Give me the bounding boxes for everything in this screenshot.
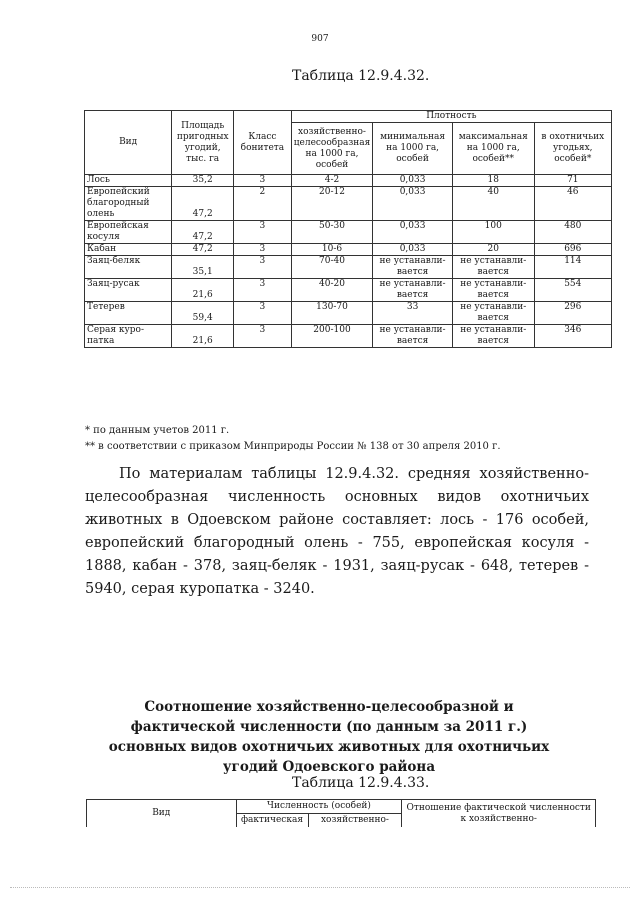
cell-max: 100 [452,221,534,244]
cell-vid: Кабан [85,244,172,256]
cell-area: 21,6 [172,279,234,302]
table-row [85,244,612,256]
cell-class: 3 [234,256,292,279]
cell-max: не устанавли-вается [452,279,534,302]
header-area: Площадь пригодных угодий, тыс. га [172,111,234,175]
section-title: Соотношение хозяйственно-целесообразной и фактической численности (по данным за 2011 г.) основных видов охотничьих животных для охотничьих угодий Одоевского района [108,699,550,775]
table1-caption: Таблица 12.9.4.32. [292,68,430,84]
cell-hunt: 696 [534,244,611,256]
header-class: Класс бонитета [234,111,292,175]
cell-min: 0,033 [373,221,453,244]
cell-class: 3 [234,175,292,187]
footnote-2: ** в соответствии с приказом Минприроды России № 138 от 30 апреля 2010 г. [85,441,501,452]
cell-hunt: 71 [534,175,611,187]
cell-econ: 10-6 [291,244,373,256]
cell-econ: 20-12 [291,187,373,221]
header-econ: хозяйственно-целесообразная на 1000 га, особей [291,123,373,175]
table-row [85,221,612,244]
table-row [85,175,612,187]
density-table [84,110,612,348]
cell-hunt: 296 [534,302,611,325]
cell-vid: Серая куро-патка [85,325,172,348]
cell-vid: Европейский благородный олень [85,187,172,221]
header-hunt: в охотничьих угодьях, особей* [534,123,611,175]
cell-class: 3 [234,279,292,302]
cell-hunt: 346 [534,325,611,348]
table-row [85,325,612,348]
page-number: 907 [311,34,329,44]
table-row [85,256,612,279]
header-vid: Вид [85,111,172,175]
cell-vid: Заяц-беляк [85,256,172,279]
cell-vid: Заяц-русак [85,279,172,302]
cell-hunt: 554 [534,279,611,302]
cell-class: 3 [234,244,292,256]
cell-area: 59,4 [172,302,234,325]
cell-class: 3 [234,325,292,348]
cell-class: 3 [234,221,292,244]
table-row [85,302,612,325]
cell-econ: 130-70 [291,302,373,325]
cell-max: 18 [452,175,534,187]
header-max: максимальная на 1000 га, особей** [452,123,534,175]
header-density: Плотность [291,111,611,123]
cell-min: 0,033 [373,244,453,256]
cell-area: 35,2 [172,175,234,187]
cell-min: не устанавли-вается [373,325,453,348]
cell-vid: Лось [85,175,172,187]
table-row [85,279,612,302]
cell-area: 35,1 [172,256,234,279]
t2-header-ratio: Отношение фактической численности к хозяйственно- [402,800,596,828]
cell-min: 0,033 [373,175,453,187]
table2-caption: Таблица 12.9.4.33. [292,775,430,791]
body-paragraph: По материалам таблицы 12.9.4.32. средняя хозяйственно-целесообразная численность основных видов охотничьих животных в Одоевском районе составляет: лось - 176 особей, европейский благородный олень - 755, европейская косуля - 1888, кабан - 378, заяц-беляк - 1931, заяц-русак - 648, тетерев - 5940, серая куропатка - 3240. [85,466,589,597]
cell-area: 21,6 [172,325,234,348]
footnotes [85,423,501,455]
cell-area: 47,2 [172,187,234,221]
cell-vid: Европейская косуля [85,221,172,244]
cell-econ: 50-30 [291,221,373,244]
cell-hunt: 114 [534,256,611,279]
cell-min: 33 [373,302,453,325]
cell-hunt: 480 [534,221,611,244]
footnote-1: * по данным учетов 2011 г. [85,425,230,436]
cell-area: 47,2 [172,221,234,244]
cell-min: 0,033 [373,187,453,221]
cell-class: 3 [234,302,292,325]
cell-min: не устанавли-вается [373,256,453,279]
cell-class: 2 [234,187,292,221]
cell-max: не устанавли-вается [452,325,534,348]
cell-min: не устанавли-вается [373,279,453,302]
cell-max: 40 [452,187,534,221]
cell-econ: 4-2 [291,175,373,187]
table-row [85,187,612,221]
page-bottom-edge [10,887,630,888]
header-min: минимальная на 1000 га, особей [373,123,453,175]
t2-header-vid: Вид [87,800,237,828]
t2-header-econ: хозяйственно- [308,814,402,828]
cell-vid: Тетерев [85,302,172,325]
cell-area: 47,2 [172,244,234,256]
cell-econ: 40-20 [291,279,373,302]
t2-header-fact: фактическая [236,814,308,828]
cell-econ: 200-100 [291,325,373,348]
cell-max: не устанавли-вается [452,256,534,279]
cell-hunt: 46 [534,187,611,221]
cell-max: не устанавли-вается [452,302,534,325]
cell-max: 20 [452,244,534,256]
ratio-table [86,799,596,827]
t2-header-count: Численность (особей) [236,800,402,814]
cell-econ: 70-40 [291,256,373,279]
